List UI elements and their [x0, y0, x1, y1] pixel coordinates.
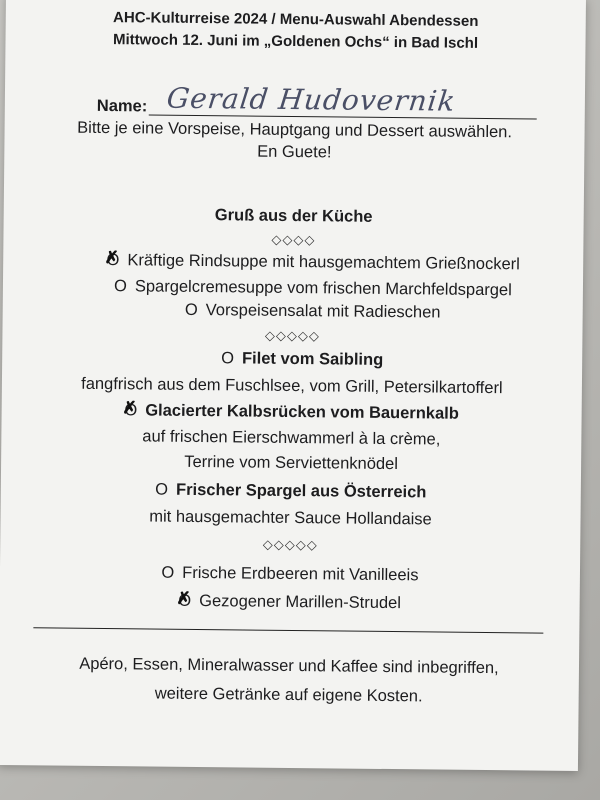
greeting-text: En Guete! [257, 142, 332, 162]
header-subtitle: Mittwoch 12. Juni im „Goldenen Ochs“ in Bad Ischl [112, 31, 479, 52]
handwritten-name: Gerald Hudovernik [165, 81, 458, 118]
starter-text: Kräftige Rindsuppe mit hausgemachtem Grießnockerl [127, 251, 520, 274]
name-label: Name: [96, 96, 148, 116]
starter-text: Vorspeisensalat mit Radieschen [205, 301, 441, 322]
main-description: Terrine vom Serviettenknödel [184, 452, 399, 474]
main-option-3[interactable] [1, 478, 581, 504]
main-description: mit hausgemachter Sauce Hollandaise [149, 507, 432, 529]
main-title: Frischer Spargel aus Österreich [175, 480, 427, 502]
footer-text: Apéro, Essen, Mineralwasser und Kaffee sind inbegriffen, [79, 654, 499, 678]
main-option-2[interactable] [2, 399, 582, 425]
header-title: AHC-Kulturreise 2024 / Menu-Auswahl Abendessen [112, 9, 479, 30]
checkbox-marked-icon[interactable] [124, 400, 137, 420]
checkbox-marked-icon[interactable] [178, 591, 191, 611]
starter-option-2[interactable] [3, 275, 600, 301]
divider-line [33, 627, 543, 633]
main-title: Filet vom Saibling [241, 349, 384, 369]
checkbox-marked-icon[interactable] [106, 250, 119, 270]
main-description: fangfrisch aus dem Fuschlsee, vom Grill, Petersilkartofferl [81, 374, 503, 398]
dessert-option-2[interactable] [0, 589, 580, 615]
divider-diamonds: ◇◇◇◇◇ [262, 536, 318, 553]
section-title-greeting: Gruß aus der Küche [214, 206, 373, 226]
dessert-text: Frische Erdbeeren mit Vanilleeis [182, 563, 419, 585]
dessert-option-1[interactable] [0, 561, 580, 587]
main-option-1[interactable] [2, 346, 592, 372]
checkbox-empty-icon[interactable] [155, 480, 168, 500]
starter-option-1[interactable] [3, 249, 600, 275]
checkbox-empty-icon[interactable] [161, 563, 174, 583]
main-description: auf frischen Eierschwammerl à la crème, [142, 427, 441, 449]
name-field[interactable] [96, 81, 537, 123]
checkbox-empty-icon[interactable] [185, 300, 198, 320]
main-title: Glacierter Kalbsrücken vom Bauernkalb [145, 401, 459, 423]
divider-diamonds: ◇◇◇◇◇ [264, 327, 321, 344]
checkbox-empty-icon[interactable] [114, 276, 127, 296]
starter-option-3[interactable] [3, 298, 600, 324]
footer-text: weitere Getränke auf eigene Kosten. [154, 684, 423, 706]
starter-text: Spargelcremesuppe vom frischen Marchfeldspargel [134, 277, 512, 300]
divider-diamonds: ◇◇◇◇ [271, 231, 316, 248]
instructions-text: Bitte je eine Vorspeise, Hauptgang und Dessert auswählen. [77, 118, 513, 142]
dessert-text: Gezogener Marillen-Strudel [199, 592, 402, 613]
checkbox-empty-icon[interactable] [221, 348, 234, 368]
